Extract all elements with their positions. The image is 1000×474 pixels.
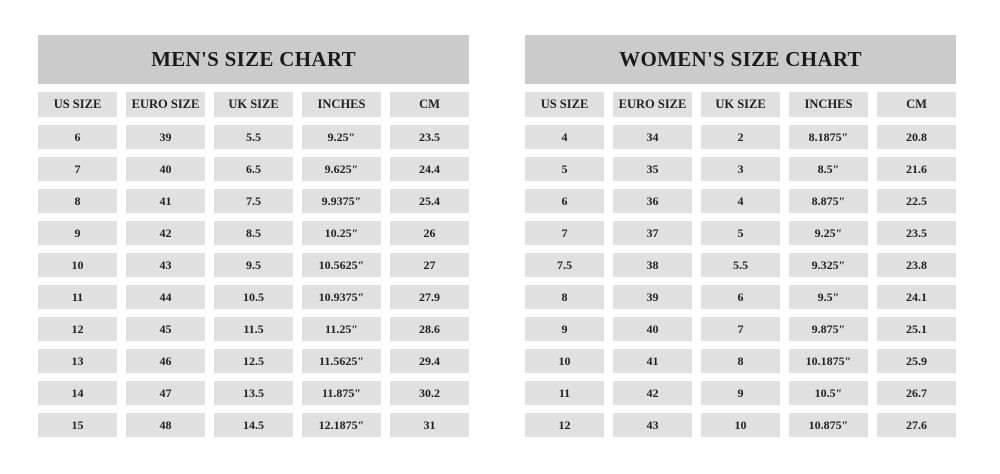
table-row [38, 189, 469, 213]
table-row [525, 253, 956, 277]
cell-cm: 21.6 [877, 157, 956, 181]
cell-cm: 22.5 [877, 189, 956, 213]
cell-uk-size: 11.5 [214, 317, 293, 341]
cell-euro-size: 48 [126, 413, 205, 437]
cell-euro-size: 34 [613, 125, 692, 149]
table-row [38, 157, 469, 181]
cell-euro-size: 42 [613, 381, 692, 405]
cell-us-size: 4 [525, 125, 604, 149]
womens-header-us-size: US SIZE [525, 92, 604, 117]
cell-uk-size: 5.5 [214, 125, 293, 149]
cell-euro-size: 39 [613, 285, 692, 309]
cell-euro-size: 36 [613, 189, 692, 213]
cell-uk-size: 9 [701, 381, 780, 405]
cell-inches: 10.25″ [302, 221, 381, 245]
cell-cm: 23.8 [877, 253, 956, 277]
womens-header-euro-size: EURO SIZE [613, 92, 692, 117]
cell-euro-size: 41 [126, 189, 205, 213]
cell-uk-size: 6.5 [214, 157, 293, 181]
cell-us-size: 10 [38, 253, 117, 277]
cell-cm: 25.1 [877, 317, 956, 341]
cell-inches: 10.875″ [789, 413, 868, 437]
cell-us-size: 9 [38, 221, 117, 245]
mens-chart-title: MEN'S SIZE CHART [38, 35, 469, 84]
mens-header-us-size: US SIZE [38, 92, 117, 117]
cell-euro-size: 39 [126, 125, 205, 149]
table-row [525, 157, 956, 181]
cell-us-size: 12 [38, 317, 117, 341]
cell-cm: 28.6 [390, 317, 469, 341]
cell-us-size: 13 [38, 349, 117, 373]
cell-cm: 25.4 [390, 189, 469, 213]
cell-uk-size: 5 [701, 221, 780, 245]
cell-euro-size: 35 [613, 157, 692, 181]
cell-euro-size: 44 [126, 285, 205, 309]
cell-us-size: 6 [525, 189, 604, 213]
table-row [525, 221, 956, 245]
cell-uk-size: 12.5 [214, 349, 293, 373]
cell-uk-size: 5.5 [701, 253, 780, 277]
cell-euro-size: 38 [613, 253, 692, 277]
cell-inches: 9.5″ [789, 285, 868, 309]
cell-inches: 11.5625″ [302, 349, 381, 373]
cell-inches: 9.325″ [789, 253, 868, 277]
cell-inches: 12.1875″ [302, 413, 381, 437]
cell-cm: 26.7 [877, 381, 956, 405]
mens-size-chart [38, 35, 469, 437]
cell-cm: 27.6 [877, 413, 956, 437]
mens-header-inches: INCHES [302, 92, 381, 117]
cell-uk-size: 7 [701, 317, 780, 341]
cell-cm: 24.1 [877, 285, 956, 309]
cell-uk-size: 3 [701, 157, 780, 181]
cell-inches: 8.875″ [789, 189, 868, 213]
cell-euro-size: 46 [126, 349, 205, 373]
cell-cm: 27 [390, 253, 469, 277]
cell-euro-size: 43 [613, 413, 692, 437]
cell-cm: 31 [390, 413, 469, 437]
mens-header-row [38, 92, 469, 117]
cell-uk-size: 10.5 [214, 285, 293, 309]
cell-uk-size: 10 [701, 413, 780, 437]
cell-us-size: 15 [38, 413, 117, 437]
table-row [38, 253, 469, 277]
cell-us-size: 10 [525, 349, 604, 373]
cell-us-size: 8 [38, 189, 117, 213]
cell-us-size: 11 [525, 381, 604, 405]
cell-cm: 29.4 [390, 349, 469, 373]
table-row [38, 285, 469, 309]
cell-inches: 9.625″ [302, 157, 381, 181]
cell-inches: 10.1875″ [789, 349, 868, 373]
mens-header-uk-size: UK SIZE [214, 92, 293, 117]
cell-inches: 9.875″ [789, 317, 868, 341]
cell-us-size: 7 [38, 157, 117, 181]
womens-header-inches: INCHES [789, 92, 868, 117]
womens-chart-title: WOMEN'S SIZE CHART [525, 35, 956, 84]
womens-header-cm: CM [877, 92, 956, 117]
table-row [525, 381, 956, 405]
table-row [525, 317, 956, 341]
cell-uk-size: 9.5 [214, 253, 293, 277]
cell-inches: 11.875″ [302, 381, 381, 405]
cell-us-size: 14 [38, 381, 117, 405]
cell-cm: 25.9 [877, 349, 956, 373]
cell-inches: 8.1875″ [789, 125, 868, 149]
cell-us-size: 5 [525, 157, 604, 181]
cell-inches: 9.25″ [789, 221, 868, 245]
table-row [525, 189, 956, 213]
cell-cm: 27.9 [390, 285, 469, 309]
cell-uk-size: 13.5 [214, 381, 293, 405]
cell-euro-size: 42 [126, 221, 205, 245]
cell-euro-size: 37 [613, 221, 692, 245]
cell-inches: 9.25″ [302, 125, 381, 149]
cell-uk-size: 8.5 [214, 221, 293, 245]
cell-inches: 10.9375″ [302, 285, 381, 309]
cell-cm: 23.5 [390, 125, 469, 149]
table-row [525, 285, 956, 309]
cell-cm: 26 [390, 221, 469, 245]
cell-inches: 11.25″ [302, 317, 381, 341]
cell-uk-size: 8 [701, 349, 780, 373]
table-row [38, 125, 469, 149]
womens-header-row [525, 92, 956, 117]
cell-euro-size: 41 [613, 349, 692, 373]
cell-cm: 23.5 [877, 221, 956, 245]
cell-us-size: 9 [525, 317, 604, 341]
cell-cm: 30.2 [390, 381, 469, 405]
cell-us-size: 12 [525, 413, 604, 437]
cell-euro-size: 40 [613, 317, 692, 341]
mens-header-euro-size: EURO SIZE [126, 92, 205, 117]
table-row [38, 413, 469, 437]
cell-cm: 20.8 [877, 125, 956, 149]
table-row [525, 125, 956, 149]
cell-uk-size: 6 [701, 285, 780, 309]
table-row [38, 221, 469, 245]
cell-us-size: 6 [38, 125, 117, 149]
cell-cm: 24.4 [390, 157, 469, 181]
cell-uk-size: 7.5 [214, 189, 293, 213]
cell-inches: 8.5″ [789, 157, 868, 181]
cell-us-size: 7 [525, 221, 604, 245]
cell-inches: 10.5″ [789, 381, 868, 405]
cell-uk-size: 14.5 [214, 413, 293, 437]
womens-size-chart [525, 35, 956, 437]
cell-inches: 10.5625″ [302, 253, 381, 277]
table-row [38, 317, 469, 341]
cell-euro-size: 45 [126, 317, 205, 341]
table-row [38, 381, 469, 405]
cell-inches: 9.9375″ [302, 189, 381, 213]
cell-euro-size: 47 [126, 381, 205, 405]
mens-header-cm: CM [390, 92, 469, 117]
cell-euro-size: 40 [126, 157, 205, 181]
womens-table-body [525, 125, 956, 437]
cell-us-size: 7.5 [525, 253, 604, 277]
mens-table-body [38, 125, 469, 437]
cell-uk-size: 2 [701, 125, 780, 149]
table-row [525, 413, 956, 437]
cell-uk-size: 4 [701, 189, 780, 213]
womens-header-uk-size: UK SIZE [701, 92, 780, 117]
cell-us-size: 11 [38, 285, 117, 309]
table-row [525, 349, 956, 373]
cell-euro-size: 43 [126, 253, 205, 277]
table-row [38, 349, 469, 373]
cell-us-size: 8 [525, 285, 604, 309]
